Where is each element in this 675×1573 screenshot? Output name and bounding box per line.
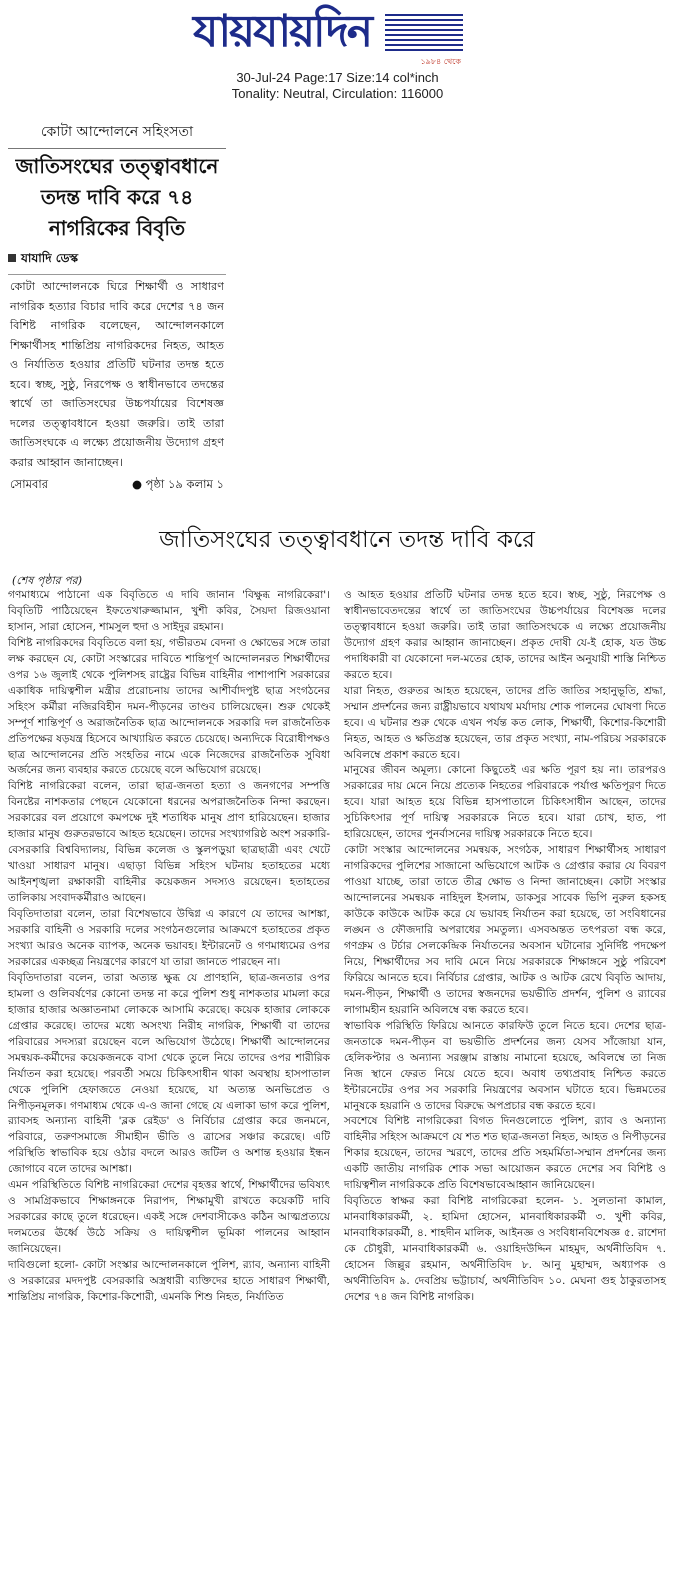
paragraph: যারা নিহত, গুরুতর আহত হয়েছেন, তাদের প্রতি জাতির সহানুভূতি, শ্রদ্ধা, সম্মান প্রদর্শনের জন্য রাষ্ট্রীয়ভাবে যথাযথ মর্যাদায় শোক পালনের ঘোষণা দিতে হবে। এ ঘটনার শুরু থেকে এখন পর্যন্ত কত লোক, শিক্ষার্থী, কিশোর-কিশোরী নিহত, আহত ও ক্ষতিগ্রস্ত হয়েছেন, তার প্রকৃত সংখ্যা, নাম-পরিচয় সরকারকে অবিলম্বে প্রকাশ করতে হবে। (344, 684, 666, 761)
paragraph: দাবিগুলো হলো- কোটা সংস্কার আন্দোলনকালে পুলিশ, র‍্যাব, অন্যান্য বাহিনী ও সরকারের মদদপুষ্ট বেসরকারি অস্ত্রধারী ব্যক্তিদের হাতে সাধারণ শিক্ষার্থী, শান্তিপ্রিয় নাগরিক, কিশোর-কিশোরী, এমনকি শিশু নিহত, নির্যাতিত (8, 1259, 330, 1303)
divider (8, 148, 226, 149)
paragraph: কোটা সংস্কার আন্দোলনের সমন্বয়ক, সংগঠক, সাধারণ শিক্ষার্থীসহ সাধারণ নাগরিকদের পুলিশের সাজানো অভিযোগে আটক ও গ্রেপ্তার করার যে বিবরণ পাওয়া যাচ্ছে, তারা তাতে তীব্র ক্ষোভ ও নিন্দা জানাচ্ছেন। কোটা সংস্কার আন্দোলনের সমন্বয়ক নাহিদুল ইসলাম, ডাকসুর সাবেক ভিপি নুরুল হকসহ কাউকে কাউকে আটক করে যে ভয়াবহ নির্যাতন করা হয়েছে, তা সংবিধানের লঙ্ঘন ও ফৌজদারি অপরাধের সমতুল্য। এসবঅন্তত তৎপরতা বন্ধ করে, গণগ্রুম ও টর্চার সেলকেন্দ্রিক নির্যাতনের অবসান ঘটানোর সুনির্দিষ্ট পদক্ষেপ নিয়ে, শিক্ষার্থীদের সব দাবি মেনে নিয়ে সরকারকে শিক্ষাঙ্গনে সুষ্ঠু পরিবেশ ফিরিয়ে আনতে হবে। নির্বিচার গ্রেপ্তার, আটক ও আটক রেখে বিবৃতি আদায়, দমন-পীড়ন, শিক্ষার্থী ও তাদের স্বজনদের ভয়ভীতি প্রদর্শন, পুলিশ ও র‍্যাবের লাগামহীন হয়রানি অবিলম্বে বন্ধ করতে হবে। (344, 844, 666, 1016)
desk-label: যাযাদি ডেস্ক (21, 251, 79, 265)
byline (8, 250, 226, 270)
paragraph: বিবৃতিদাতারা বলেন, তারা অত্যন্ত ক্ষুব্ধ যে প্রাণহানি, ছাত্র-জনতার ওপর হামলা ও গুলিবর্ষণের কোনো তদন্ত না করে পুলিশ শুধু নাশকতার মামলা করে হাজার হাজার অজ্ঞাতনামা লোককে আসামি করেছে। কয়েক হাজার লোককে গ্রেপ্তার করেছে। তাদের মধ্যে অসংখ্য নিরীহ নাগরিক, শিক্ষার্থী বা তাদের পরিবারের সদস্যরা রয়েছেন বলে অভিযোগ উঠেছে। শিক্ষার্থী আন্দোলনের সমন্বয়ক-কর্মীদের কয়েকজনকে বাসা থেকে তুলে নিয়ে তাদের ওপর শারীরিক নির্যাতন করা হয়েছে। পরবর্তী সময়ে চিকিৎসাধীন থাকা অবস্থায় হাসপাতাল থেকে পুলিশি হেফাজতে নেওয়া হয়েছে, যা অত্যন্ত অনভিপ্রেত ও নিপীড়নমূলক। গণমাধ্যম থেকে এ-ও জানা গেছে যে এলাকা ভাগ করে পুলিশ, র‍্যাবসহ অন্যান্য বাহিনী 'ব্লক রেইড' ও নির্বিচার গ্রেপ্তার করে জনমনে, পরিবারে, তরুণসমাজে সীমাহীন ভীতি ও ত্রাসের সঞ্চার করেছে। এটি পরিস্থিতি স্বাভাবিক হয়ে ওঠার বদলে আরও জটিল ও অশান্ত হওয়ার ইন্ধন জোগাবে বলে তাদের আশঙ্কা। (8, 971, 330, 1176)
front-page-story (8, 116, 226, 508)
logo-tagline: ১৯৮৪ থেকে (420, 57, 461, 66)
newspaper-logo (193, 4, 463, 66)
tonality-circulation: Tonality: Neutral, Circulation: 116000 (231, 86, 444, 101)
logo-stripes (385, 14, 463, 54)
paragraph: স্বাভাবিক পরিস্থিতি ফিরিয়ে আনতে কারফিউ তুলে নিতে হবে। দেশের ছাত্র-জনতাকে দমন-পীড়ন বা ভয়ভীতি প্রদর্শনের জন্য যেসব সাঁজোয়া যান, হেলিকপ্টার ও অন্যান্য সরঞ্জাম রাস্তায় নামানো হয়েছে, অবিলম্বে তা নিজ নিজ স্থানে ফেরত নিয়ে যেতে হবে। অবাধ তথ্যপ্রবাহ নিশ্চিত করতে ইন্টারনেটের ওপর সব সরকারি নিয়ন্ত্রণের অবসান ঘটাতে হবে। ভিন্নমতের মানুষকে হয়রানি ও তাদের বিরুদ্ধে অপপ্রচার বন্ধ করতে হবে। (344, 1019, 666, 1112)
continuation-headline: জাতিসংঘের তত্ত্বাবধানে তদন্ত দাবি করে (159, 527, 535, 553)
masthead (0, 0, 675, 104)
story-intro: কোটা আন্দোলনকে ঘিরে শিক্ষার্থী ও সাধারণ নাগরিক হত্যার বিচার দাবি করে দেশের ৭৪ জন বিশিষ্ট নাগরিক বলেছেন, আন্দোলনকালে শিক্ষার্থীসহ শান্তিপ্রিয় নাগরিকদের নিহত, আহত ও নির্যাতিত হওয়ার প্রতিটি ঘটনার তদন্ত হতে হবে। স্বচ্ছ, সুষ্ঠু, নিরপেক্ষ ও স্বাধীনভাবে তদন্তের স্বার্থে তা জাতিসংঘের উচ্চপর্যায়ের বিশেষজ্ঞ দলের তত্ত্বাবধানে হওয়া জরুরি। তাই তারা জাতিসংঘকে এ লক্ষ্যে প্রয়োজনীয় উদ্যোগ গ্রহণ করার আহ্বান জানাচ্ছেন। (8, 274, 226, 472)
paragraph: গণমাধ্যমে পাঠানো এক বিবৃতিতে এ দাবি জানান 'বিক্ষুব্ধ নাগরিকেরা'। বিবৃতিটি পাঠিয়েছেন ইফতেখারুজ্জামান, খুশী কবির, সৈয়দা রিজওয়ানা হাসান, সারা হোসেন, শামসুল হুদা ও সাইদুর রহমান। (8, 589, 330, 633)
paragraph: মানুষের জীবন অমূল্য। কোনো কিছুতেই এর ক্ষতি পূরণ হয় না। তারপরও সরকারের দায় মেনে নিয়ে প্রত্যেক নিহতের পরিবারকে পর্যাপ্ত ক্ষতিপূরণ দিতে হবে। যারা আহত হয়ে বিভিন্ন হাসপাতালে চিকিৎসাধীন আছেন, তাদের সুচিকিৎসার পূর্ণ দায়িত্ব সরকারকে নিতে হবে। যারা চোখ, হাত, পা হারিয়েছেন, তাদের পুনর্বাসনের দায়িত্ব সরকারকে নিতে হবে। (344, 764, 666, 841)
square-bullet-icon (8, 254, 16, 262)
article-column-left (8, 588, 330, 1306)
paragraph: বিবৃতিতে স্বাক্ষর করা বিশিষ্ট নাগরিকেরা হলেন- ১. সুলতানা কামাল, মানবাধিকারকর্মী, ২. হামিদা হোসেন, মানবাধিকারকর্মী ৩. খুশী কবির, মানবাধিকারকর্মী, ৪. শাহদীন মালিক, আইনজ্ঞ ও সংবিধানবিশেষজ্ঞ ৫. রাশেদা কে চৌধুরী, মানবাধিকারকর্মী ৬. ওয়াহিদউদ্দিন মাহমুদ, অর্থনীতিবিদ ৭. হোসেন জিল্লুর রহমান, অর্থনীতিবিদ ৮. আনু মুহাম্মদ, অধ্যাপক ও অর্থনীতিবিদ ৯. দেবপ্রিয় ভট্টাচার্য, অর্থনীতিবিদ ১০. মেঘনা গুহ ঠাকুরতাসহ দেশের ৭৪ জন বিশিষ্ট নাগরিক। (344, 1195, 666, 1303)
jump-reference: ● পৃষ্ঠা ১৯ কলাম ১ (131, 477, 224, 491)
paragraph: সবশেষে বিশিষ্ট নাগরিকেরা বিগত দিনগুলোতে পুলিশ, র‍্যাব ও অন্যান্য বাহিনীর সহিংস আক্রমণে যে শত শত ছাত্র-জনতা নিহত, আহত ও নিপীড়নের শিকার হয়েছেন, তাদের স্মরণে, তাদের প্রতি সহমর্মিতা-সম্মান প্রদর্শনের জন্য একটি জাতীয় নাগরিক শোক সভা আয়োজন করতে দেশের সব বিশিষ্ট ও দায়িত্বশীল নাগরিককে প্রতি বিশেষভাবেআহ্বান জানিয়েছেন। (344, 1115, 666, 1192)
paragraph: বিশিষ্ট নাগরিকেরা বলেন, তারা ছাত্র-জনতা হত্যা ও জনগণের সম্পত্তি বিনষ্টের নাশকতার পেছনে যেকোনো ধরনের অপরাজনৈতিক নিন্দা করছেন। সরকারের বল প্রয়োগে কমপক্ষে দুই শতাধিক মানুষ প্রাণ হারিয়েছেন। হাজার হাজার মানুষ গুরুতরভাবে আহত হয়েছেন। তাদের সংখ্যাগরিষ্ঠ অংশ সরকারি-বেসরকারি বিশ্ববিদ্যালয়, বিভিন্ন কলেজ ও স্কুলপড়ুয়া ছাত্রছাত্রী এবং খেটে খাওয়া সাধারণ মানুষ। এছাড়া বিভিন্ন সহিংস ঘটনায় হতাহতের মধ্যে আইনশৃঙ্খলা রক্ষাকারী বাহিনীর কয়েকজন সদস্যও রয়েছেন। হতাহতের তালিকায় সংবাদকর্মীরাও আছেন। (8, 780, 330, 905)
paragraph: বিবৃতিদাতারা বলেন, তারা বিশেষভাবে উদ্বিগ্ন এ কারণে যে তাদের আশঙ্কা, সরকারি বাহিনী ও সরকারি দলের সংগঠনগুলোর আক্রমণে হতাহতের প্রকৃত সংখ্যা আরও অনেক ব্যাপক, অনেক ভয়াবহ। ইন্টারনেট ও গণমাধ্যমের ওপর সরকারের একচ্ছত্র নিয়ন্ত্রণের কারণে যা তারা জানতে পারছেন না। (8, 908, 330, 968)
continued-note: (শেষ পৃষ্ঠার পর) (12, 574, 83, 587)
paragraph: এমন পরিস্থিতিতে বিশিষ্ট নাগরিকেরা দেশের বৃহত্তর স্বার্থে, শিক্ষার্থীদের ভবিষ্যৎ ও সামগ্রিকভাবে শিক্ষাঙ্গনকে নিরাপদ, শিক্ষামুখী রাখতে কয়েকটি দাবি সরকারের কাছে তুলে ধরেছেন। একই সঙ্গে দেশবাসীকেও কঠিন আত্মপ্রত্যয়ে দলমতের ঊর্ধ্বে উঠে সক্রিয় ও দায়িত্বশীল ভূমিকা পালনের আহ্বান জানিয়েছেন। (8, 1179, 330, 1256)
logo-text: যায়যায়দিন (193, 6, 372, 57)
article-column-right (344, 588, 666, 1306)
paragraph: বিশিষ্ট নাগরিকদের বিবৃতিতে বলা হয়, গভীরতম বেদনা ও ক্ষোভের সঙ্গে তারা লক্ষ করছেন যে, কোটা সংস্কারের দাবিতে শান্তিপূর্ণ আন্দোলনরত শিক্ষার্থীদের ওপর ১৬ জুলাই থেকে পুলিশসহ রাষ্ট্রের বিভিন্ন বাহিনীর পাশাপাশি সরকারের একাধিক দায়িত্বশীল মন্ত্রীর প্ররোচনায় তাদের আশীর্বাদপুষ্ট ছাত্র সংগঠনের সহিংস কর্মীরা নজিরবিহীন দমন-পীড়নের তাণ্ডব চালিয়েছেন। শুরু থেকেই সম্পূর্ণ শান্তিপূর্ণ ও অরাজনৈতিক ছাত্র আন্দোলনকে সরকারি দল রাজনৈতিক প্রতিপক্ষের ষড়যন্ত্র হিসেবে আখ্যায়িত করতে চেয়েছে। অন্যদিকে বিরোধীপক্ষও ছাত্র আন্দোলনের প্রতি সংহতির নামে একে নিজেদের রাজনৈতিক সুবিধা অর্জনের জন্য ব্যবহার করতে চেয়েছে বলে অভিযোগ রয়েছে। (8, 636, 330, 777)
day-label: সোমবার (10, 477, 49, 491)
clip-info: 30-Jul-24 Page:17 Size:14 col*inch (236, 70, 439, 85)
story-headline: জাতিসংঘের তত্ত্বাবধানে তদন্ত দাবি করে ৭৪ নাগরিকের বিবৃতি (15, 154, 219, 240)
paragraph: ও আহত হওয়ার প্রতিটি ঘটনার তদন্ত হতে হবে। স্বচ্ছ, সুষ্ঠু, নিরপেক্ষ ও স্বাধীনভাবেতদন্তের স্বার্থে তা জাতিসংঘের উচ্চপর্যায়ের বিশেষজ্ঞ দলের তত্ত্বাবধানে হওয়া জরুরি। তাই তারা জাতিসংঘকে এ লক্ষ্যে প্রয়োজনীয় উদ্যোগ গ্রহণ করার আহ্বান জানাচ্ছেন। প্রকৃত দোষী যে-ই হোক, যত উচ্চ পদাধিকারী বা যেকোনো দল-মতের হোক, তাদের আইন অনুযায়ী শাস্তি নিশ্চিত করতে হবে। (344, 589, 666, 681)
story-kicker: কোটা আন্দোলনে সহিংসতা (40, 124, 194, 140)
story-footer (8, 476, 226, 495)
